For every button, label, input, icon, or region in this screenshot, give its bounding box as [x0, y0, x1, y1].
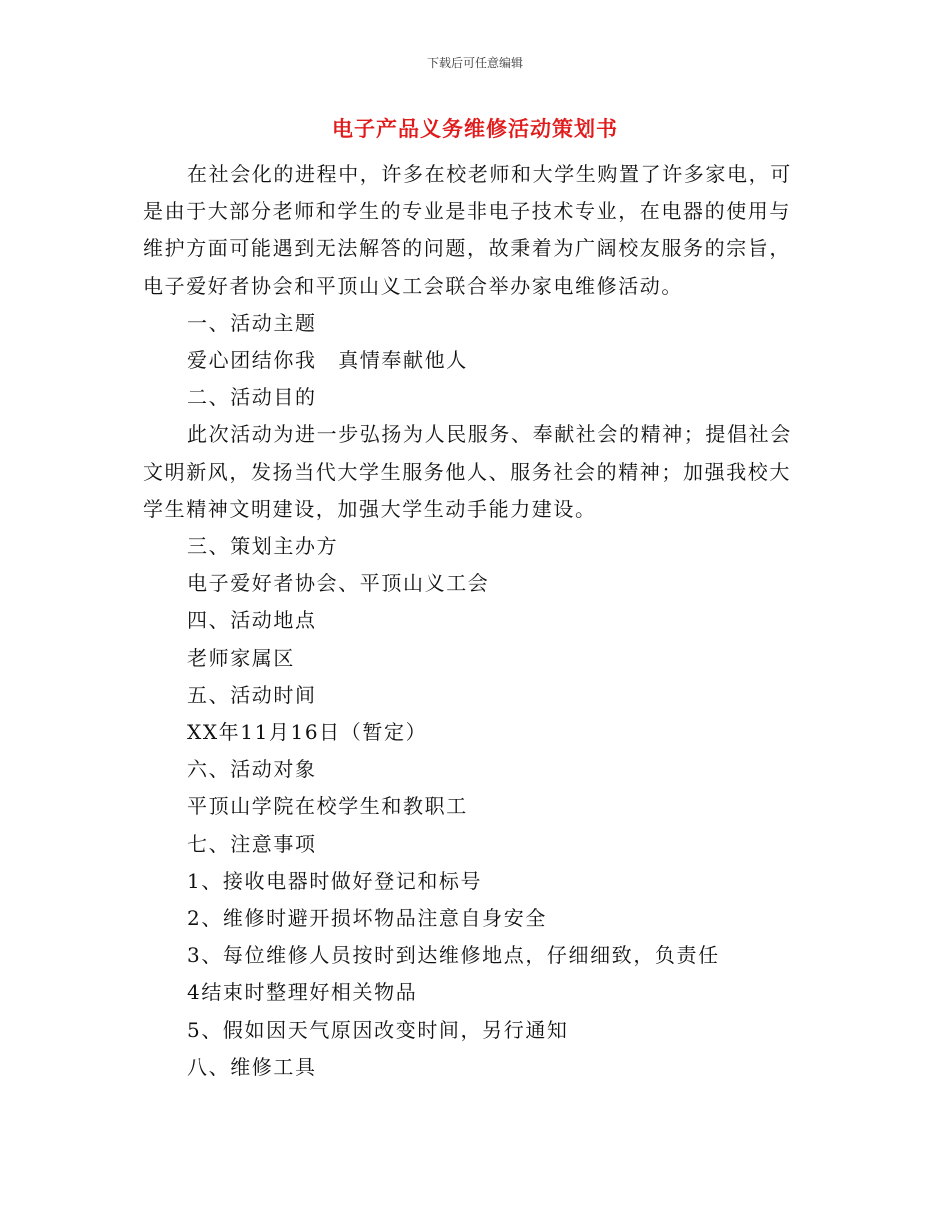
notes-item-2: 2、维修时避开损坏物品注意自身安全: [187, 906, 547, 931]
purpose-paragraph: 此次活动为进一步弘扬为人民服务、奉献社会的精神；提倡社会文明新风，发扬当代大学生服务他人、服务社会的精神；加强我校大学生精神文明建设，加强大学生动手能力建设。: [143, 422, 792, 521]
location-heading: 四、活动地点: [187, 608, 317, 633]
document-title: 电子产品义务维修活动策划书: [332, 117, 618, 141]
notes-item-4: 4结束时整理好相关物品: [187, 980, 418, 1005]
organizer-heading: 三、策划主办方: [187, 534, 339, 559]
notes-item-3: 3、每位维修人员按时到达维修地点，仔细细致，负责任: [187, 943, 720, 968]
location-text: 老师家属区: [187, 645, 295, 670]
theme-text: 爱心团结你我 真情奉献他人: [187, 348, 468, 373]
notes-heading: 七、注意事项: [187, 831, 317, 856]
notes-item-1: 1、接收电器时做好登记和标号: [187, 868, 483, 893]
time-heading: 五、活动时间: [187, 682, 317, 707]
theme-heading: 一、活动主题: [187, 310, 317, 335]
organizer-text: 电子爱好者协会、平顶山义工会: [187, 571, 490, 596]
header-note: 下载后可任意编辑: [426, 56, 523, 70]
target-text: 平顶山学院在校学生和教职工: [187, 794, 468, 819]
notes-item-5: 5、假如因天气原因改变时间，另行通知: [187, 1017, 569, 1042]
intro-paragraph: 在社会化的进程中，许多在校老师和大学生购置了许多家电，可是由于大部分老师和学生的专业是非电子技术专业，在电器的使用与维护方面可能遇到无法解答的问题，故秉着为广阔校友服务的宗旨，电子爱好者协会和平顶山义工会联合举办家电维修活动。: [143, 162, 792, 298]
purpose-heading: 二、活动目的: [187, 385, 317, 410]
time-text: XX年11月16日（暂定）: [187, 720, 428, 745]
target-heading: 六、活动对象: [187, 757, 317, 782]
tools-heading: 八、维修工具: [187, 1054, 317, 1079]
document-body: [143, 156, 803, 1086]
